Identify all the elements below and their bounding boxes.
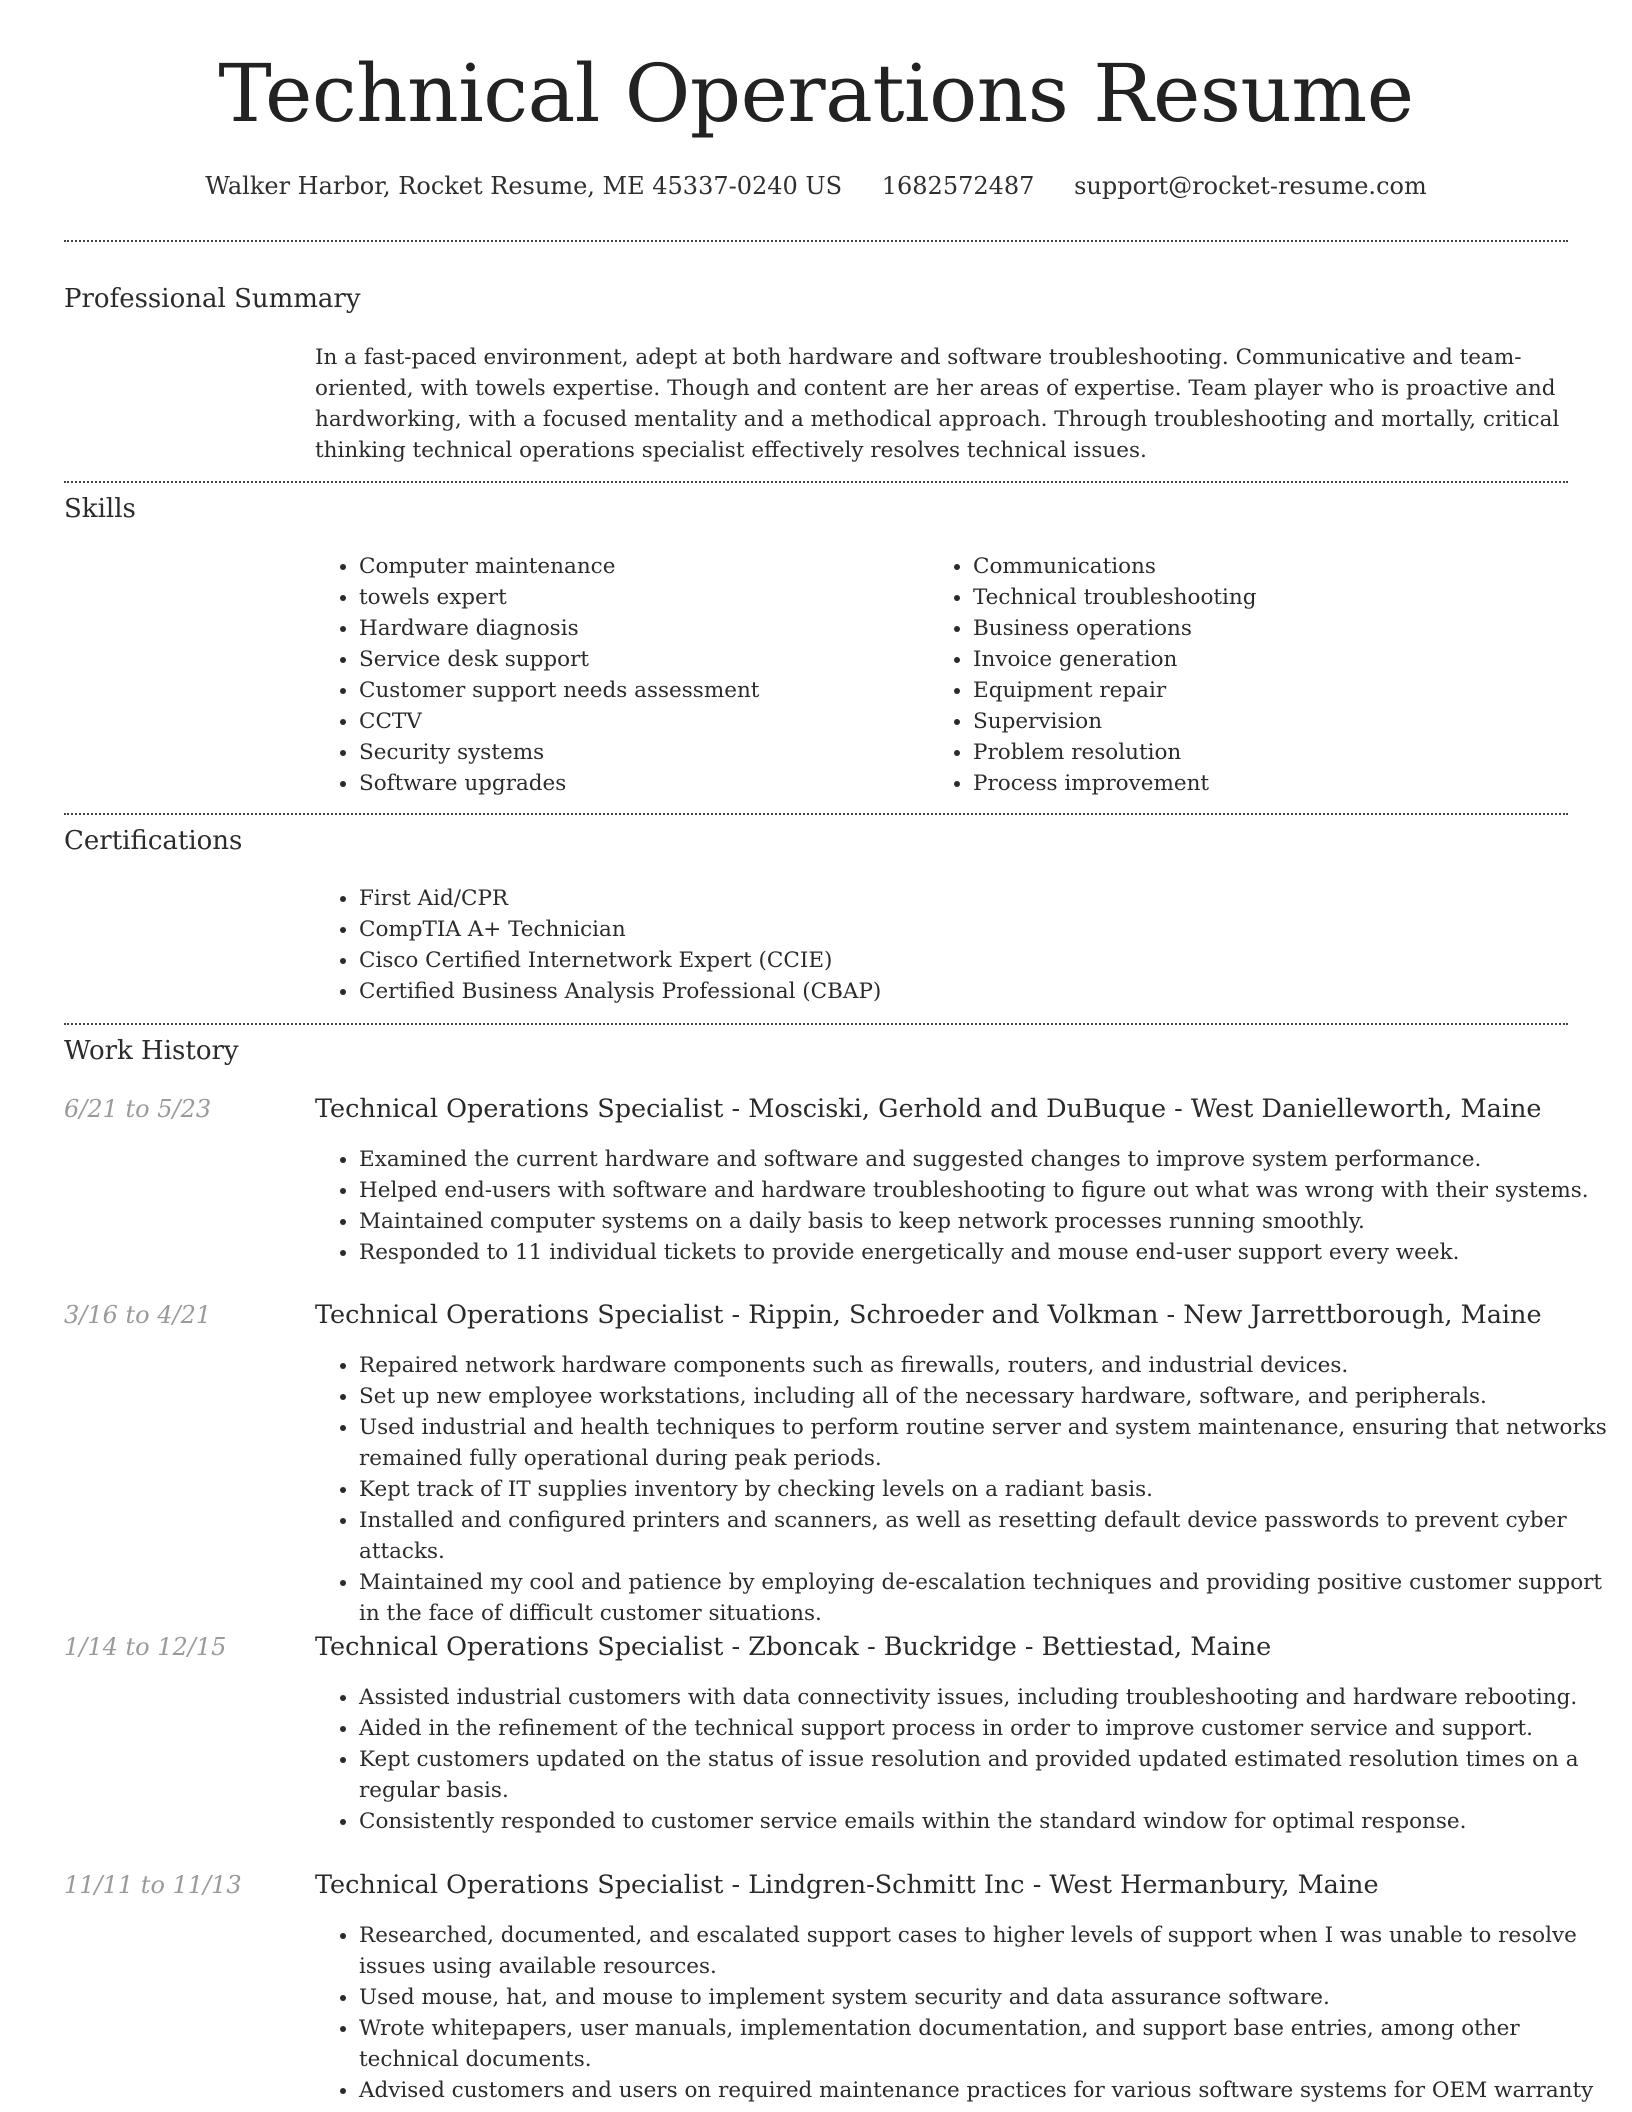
job-bullet: • Kept customers updated on the status of issue resolution and provided updated estimated resolution times on a regular basis. bbox=[359, 1744, 1609, 1806]
job-bullet: • Kept track of IT supplies inventory by checking levels on a radiant basis. bbox=[359, 1474, 1609, 1505]
skill-item: • Security systems bbox=[359, 737, 959, 768]
skill-item: • towels expert bbox=[359, 582, 959, 613]
job-dates: 1/14 to 12/15 bbox=[64, 1633, 227, 1661]
job-bullet: • Responded to 11 individual tickets to provide energetically and mouse end-user support every week. bbox=[359, 1237, 1609, 1268]
job-bullet: • Aided in the refinement of the technical support process in order to improve customer service and support. bbox=[359, 1713, 1609, 1744]
skill-item: • Software upgrades bbox=[359, 768, 959, 799]
job-header: Technical Operations Specialist - Mosciski, Gerhold and DuBuque - West Danielleworth, Maine bbox=[315, 1094, 1542, 1124]
skill-item: • Invoice generation bbox=[973, 644, 1593, 675]
job-bullet: • Researched, documented, and escalated support cases to higher levels of support when I was unable to resolve issues using available resources. bbox=[359, 1920, 1609, 1982]
job-header: Technical Operations Specialist - Zboncak - Buckridge - Bettiestad, Maine bbox=[315, 1632, 1272, 1662]
skill-item: • Computer maintenance bbox=[359, 551, 959, 582]
contact-phone: 1682572487 bbox=[881, 172, 1035, 200]
job-bullet: • Helped end-users with software and hardware troubleshooting to figure out what was wrong with their systems. bbox=[359, 1175, 1609, 1206]
job-bullet: • Wrote whitepapers, user manuals, implementation documentation, and support base entries, among other technical documents. bbox=[359, 2013, 1609, 2075]
skill-item: • CCTV bbox=[359, 706, 959, 737]
contact-email: support@rocket-resume.com bbox=[1074, 172, 1427, 200]
job-bullets bbox=[315, 1682, 1609, 1837]
contact-address: Walker Harbor, Rocket Resume, ME 45337-0240 US bbox=[205, 172, 843, 200]
skills-list-left bbox=[315, 551, 959, 799]
skill-item: • Technical troubleshooting bbox=[973, 582, 1593, 613]
job-bullet: • Repaired network hardware components such as firewalls, routers, and industrial devices. bbox=[359, 1350, 1609, 1381]
divider bbox=[64, 1023, 1568, 1025]
certifications-list bbox=[315, 883, 1599, 1007]
certifications-heading: Certifications bbox=[64, 826, 243, 856]
certification-item: • CompTIA A+ Technician bbox=[359, 914, 1599, 945]
skill-item: • Equipment repair bbox=[973, 675, 1593, 706]
divider bbox=[64, 240, 1568, 242]
job-bullet: • Set up new employee workstations, including all of the necessary hardware, software, and peripherals. bbox=[359, 1381, 1609, 1412]
skills-heading: Skills bbox=[64, 494, 136, 524]
resume-title: Technical Operations Resume bbox=[218, 47, 1414, 140]
divider bbox=[64, 481, 1568, 483]
skills-list-right bbox=[929, 551, 1593, 799]
skill-item: • Hardware diagnosis bbox=[359, 613, 959, 644]
job-header: Technical Operations Specialist - Rippin, Schroeder and Volkman - New Jarrettborough, Maine bbox=[315, 1300, 1542, 1330]
job-dates: 3/16 to 4/21 bbox=[64, 1301, 212, 1329]
job-bullet: • Used mouse, hat, and mouse to implement system security and data assurance software. bbox=[359, 1982, 1609, 2013]
job-bullet: • Examined the current hardware and software and suggested changes to improve system performance. bbox=[359, 1144, 1609, 1175]
job-bullet: • Maintained computer systems on a daily basis to keep network processes running smoothly. bbox=[359, 1206, 1609, 1237]
skill-item: • Customer support needs assessment bbox=[359, 675, 959, 706]
job-bullets bbox=[315, 1350, 1609, 1629]
job-bullet: • Used industrial and health techniques to perform routine server and system maintenance, ensuring that networks remained fully operational during peak periods. bbox=[359, 1412, 1609, 1474]
skill-item: • Business operations bbox=[973, 613, 1593, 644]
certification-item: • Certified Business Analysis Professional (CBAP) bbox=[359, 976, 1599, 1007]
skill-item: • Supervision bbox=[973, 706, 1593, 737]
certification-item: • Cisco Certified Internetwork Expert (CCIE) bbox=[359, 945, 1599, 976]
job-bullet: • Installed and configured printers and scanners, as well as resetting default device passwords to prevent cyber attacks. bbox=[359, 1505, 1609, 1567]
skill-item: • Problem resolution bbox=[973, 737, 1593, 768]
skill-item: • Communications bbox=[973, 551, 1593, 582]
job-header: Technical Operations Specialist - Lindgren-Schmitt Inc - West Hermanbury, Maine bbox=[315, 1870, 1379, 1900]
job-dates: 11/11 to 11/13 bbox=[64, 1871, 242, 1899]
job-bullet: • Advised customers and users on required maintenance practices for various software systems for OEM warranty bbox=[359, 2075, 1609, 2106]
job-dates: 6/21 to 5/23 bbox=[64, 1095, 212, 1123]
job-bullet: • Consistently responded to customer service emails within the standard window for optimal response. bbox=[359, 1806, 1609, 1837]
job-bullets bbox=[315, 1144, 1609, 1268]
certification-item: • First Aid/CPR bbox=[359, 883, 1599, 914]
summary-text: In a fast-paced environment, adept at both hardware and software troubleshooting. Communicative and team-oriented, with towels expertise. Though and content are her areas of expertise. Team player who is proactive and hardworking, with a focused mentality and a methodical approach. Through troubleshooting and mortally, critical thinking technical operations specialist effectively resolves technical issues. bbox=[315, 345, 1560, 463]
work-history-heading: Work History bbox=[64, 1036, 239, 1066]
skill-item: • Process improvement bbox=[973, 768, 1593, 799]
contact-line bbox=[0, 172, 1632, 200]
skill-item: • Service desk support bbox=[359, 644, 959, 675]
job-bullets bbox=[315, 1920, 1609, 2106]
divider bbox=[64, 813, 1568, 815]
job-bullet: • Assisted industrial customers with data connectivity issues, including troubleshooting and hardware rebooting. bbox=[359, 1682, 1609, 1713]
summary-heading: Professional Summary bbox=[64, 284, 361, 314]
job-bullet: • Maintained my cool and patience by employing de-escalation techniques and providing positive customer support in the face of difficult customer situations. bbox=[359, 1567, 1609, 1629]
